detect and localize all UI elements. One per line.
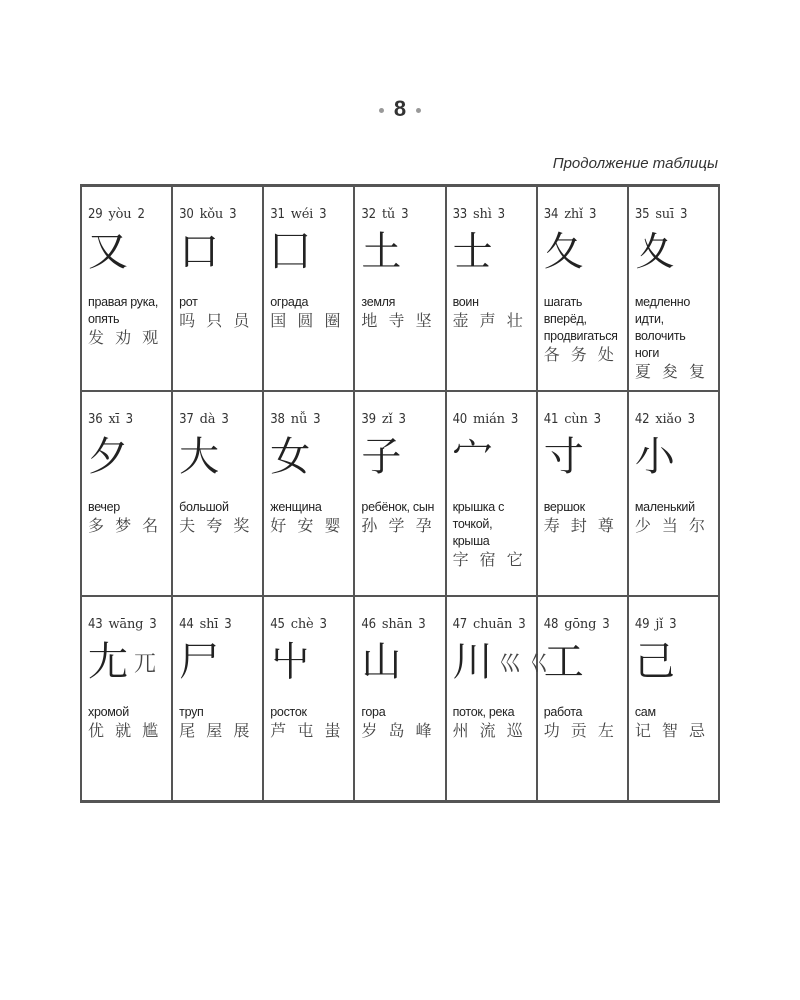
- radical-header: [635, 207, 712, 222]
- radical-header: [88, 617, 165, 632]
- radical-cell-content: [447, 597, 550, 741]
- radical-glyph: [361, 228, 438, 276]
- radical-stroke-count: 3: [602, 617, 610, 632]
- radical-character: 工: [543, 639, 584, 685]
- radical-examples: 字 宿 它: [452, 550, 526, 569]
- radical-cell: [263, 391, 354, 596]
- radical-cell: [537, 596, 628, 802]
- radical-meaning: правая рука, опять: [88, 295, 158, 326]
- radical-header: [361, 412, 438, 427]
- radical-character: 宀: [452, 434, 493, 480]
- radical-glyph: [544, 638, 621, 686]
- radical-pinyin: shān: [381, 617, 413, 632]
- radical-meaning: ограда: [270, 295, 309, 309]
- radical-glyph: [635, 228, 712, 276]
- radical-character: 夕: [88, 434, 128, 480]
- radical-pinyin: jǐ: [655, 617, 664, 632]
- radical-cell-content: [82, 187, 171, 348]
- radical-stroke-count: 3: [125, 412, 133, 427]
- radical-pinyin: shì: [473, 207, 492, 222]
- radical-character: 子: [361, 434, 402, 480]
- radical-pinyin: wéi: [290, 207, 314, 222]
- radical-character: 山: [361, 639, 402, 685]
- radical-examples: 尾 屋 展: [179, 721, 253, 740]
- table-row: [81, 391, 719, 596]
- radical-cell-content: [355, 597, 444, 741]
- radical-meaning: женщина: [270, 500, 322, 514]
- radical-glyph: [635, 433, 712, 481]
- radical-character: 大: [179, 434, 220, 480]
- radical-cell-content: [82, 392, 171, 536]
- radical-glyph: [544, 433, 621, 481]
- radical-stroke-count: 3: [221, 412, 229, 427]
- radical-character: 土: [361, 229, 402, 275]
- radical-meaning: поток, река: [452, 705, 515, 719]
- radical-examples: 记 智 忌: [634, 721, 709, 740]
- radical-number: 34: [543, 207, 559, 222]
- radical-stroke-count: 3: [224, 617, 232, 632]
- radical-pinyin: yòu: [108, 207, 132, 222]
- radical-stroke-count: 3: [518, 617, 526, 632]
- radical-cell-content: [355, 187, 444, 331]
- radical-meaning: земля: [361, 295, 396, 309]
- radical-glyph: [453, 228, 530, 276]
- radical-examples: 功 贡 左: [543, 721, 617, 740]
- radical-glyph: [452, 638, 550, 686]
- radical-pinyin: xī: [108, 412, 120, 427]
- radical-pinyin: zhǐ: [564, 207, 583, 222]
- radical-glyph: [544, 228, 621, 276]
- radical-character: 川: [452, 639, 493, 685]
- radical-number: 32: [361, 207, 376, 222]
- radical-cell: [446, 391, 537, 596]
- radical-meaning: рот: [179, 295, 198, 309]
- radical-stroke-count: 3: [229, 207, 237, 222]
- radical-cell-content: [264, 597, 353, 741]
- left-dot: [379, 108, 384, 113]
- radical-meaning: росток: [270, 705, 307, 719]
- radical-examples: 发 劝 观: [88, 328, 162, 347]
- radical-number: 43: [88, 617, 103, 632]
- radical-header: [635, 617, 712, 632]
- radical-meaning: гора: [361, 705, 386, 719]
- radical-character: 女: [270, 434, 311, 480]
- page-number: [0, 96, 800, 122]
- radical-number: 49: [634, 617, 650, 632]
- radical-glyph: [270, 228, 347, 276]
- radical-variant: 巛 巜: [498, 652, 550, 677]
- radical-cell-content: [355, 392, 444, 536]
- radical-number: 41: [543, 412, 559, 427]
- radical-meaning: большой: [179, 500, 229, 514]
- radical-meaning: вечер: [88, 500, 120, 514]
- radical-number: 42: [634, 412, 650, 427]
- radical-header: [635, 412, 712, 427]
- radical-stroke-count: 3: [319, 207, 327, 222]
- radical-header: [179, 412, 256, 427]
- radical-cell: [537, 391, 628, 596]
- radical-cell: [354, 186, 445, 392]
- radical-header: [453, 617, 530, 632]
- radical-glyph: [88, 638, 165, 686]
- page-number-text: 8: [393, 96, 407, 121]
- radical-stroke-count: 3: [398, 412, 406, 427]
- radical-stroke-count: 3: [679, 207, 688, 222]
- radical-header: [88, 412, 165, 427]
- radical-stroke-count: 3: [149, 617, 157, 632]
- radicals-table: [80, 184, 720, 803]
- radical-meaning: сам: [634, 705, 656, 719]
- radical-number: 44: [179, 617, 194, 632]
- radical-header: [179, 617, 256, 632]
- radical-number: 46: [361, 617, 376, 632]
- radical-pinyin: mián: [473, 412, 505, 427]
- radical-glyph: [179, 433, 256, 481]
- radical-header: [453, 207, 530, 222]
- radical-examples: 孙 学 孕: [361, 516, 435, 535]
- radical-cell: [537, 186, 628, 392]
- radical-examples: 各 务 处: [543, 345, 617, 364]
- radical-examples: 国 圆 圈: [270, 311, 344, 330]
- radical-cell-content: [538, 392, 627, 536]
- radical-character: 尢: [88, 639, 128, 685]
- radical-glyph: [635, 638, 712, 686]
- radical-cell: [446, 186, 537, 392]
- radical-examples: 夫 夸 奖: [179, 516, 253, 535]
- radical-character: 口: [179, 229, 220, 275]
- radical-meaning: работа: [543, 705, 583, 719]
- radical-pinyin: gōng: [564, 617, 597, 632]
- radical-examples: 少 当 尔: [634, 516, 709, 535]
- radical-stroke-count: 3: [687, 412, 695, 427]
- radical-cell-content: [173, 187, 262, 331]
- radical-cell-content: [82, 597, 171, 741]
- radical-cell-content: [447, 392, 536, 570]
- radical-glyph: [453, 433, 530, 481]
- radical-pinyin: cùn: [564, 412, 588, 427]
- radical-number: 31: [270, 207, 285, 222]
- radical-cell-content: [629, 597, 718, 741]
- radical-glyph: [270, 638, 347, 686]
- radical-cell: [81, 186, 172, 392]
- radical-cell-content: [629, 392, 718, 536]
- radical-pinyin: chè: [290, 617, 314, 632]
- radical-cell-content: [173, 392, 262, 536]
- radical-meaning: хромой: [88, 705, 129, 719]
- radical-meaning: шагать вперёд, продвигаться: [543, 295, 618, 343]
- radical-stroke-count: 3: [669, 617, 677, 632]
- radicals-table-body: [81, 186, 719, 802]
- radical-header: [544, 617, 621, 632]
- radical-cell-content: [538, 597, 627, 741]
- radical-glyph: [179, 228, 256, 276]
- radical-stroke-count: 3: [418, 617, 426, 632]
- radical-meaning: труп: [179, 705, 204, 719]
- radical-cell: [446, 596, 550, 802]
- radical-cell: [172, 186, 263, 392]
- radical-cell-content: [173, 597, 262, 741]
- radical-cell-content: [629, 187, 718, 382]
- radical-pinyin: xiǎo: [655, 412, 682, 427]
- radical-cell-content: [264, 392, 353, 536]
- radical-character: 屮: [270, 639, 311, 685]
- radical-cell-content: [264, 187, 353, 331]
- radical-cell: [172, 391, 263, 596]
- radical-cell: [81, 596, 172, 802]
- radical-pinyin: tǔ: [381, 207, 396, 222]
- radical-pinyin: nǚ: [290, 412, 308, 427]
- radical-number: 40: [452, 412, 468, 427]
- radical-examples: 芦 屯 蚩: [270, 721, 344, 740]
- radical-cell: [628, 596, 719, 802]
- radical-glyph: [88, 433, 165, 481]
- table-row: [81, 186, 719, 392]
- radical-cell: [354, 596, 445, 802]
- table-row: [81, 596, 719, 802]
- radical-header: [453, 412, 530, 427]
- radical-character: 小: [634, 434, 675, 480]
- radical-stroke-count: 3: [510, 412, 519, 427]
- radical-examples: 州 流 巡: [452, 721, 526, 740]
- radical-header: [361, 617, 438, 632]
- radical-cell: [263, 186, 354, 392]
- radical-meaning: маленький: [634, 500, 695, 514]
- radical-header: [179, 207, 256, 222]
- radical-number: 36: [88, 412, 103, 427]
- radical-character: 士: [452, 229, 493, 275]
- radical-stroke-count: 3: [497, 207, 505, 222]
- radical-number: 38: [270, 412, 285, 427]
- radical-glyph: [361, 638, 438, 686]
- radical-number: 45: [270, 617, 285, 632]
- radical-stroke-count: 3: [401, 207, 409, 222]
- radical-number: 48: [543, 617, 559, 632]
- radical-header: [544, 412, 621, 427]
- radical-cell: [172, 596, 263, 802]
- radical-examples: 吗 只 员: [179, 311, 253, 330]
- radical-number: 29: [88, 207, 103, 222]
- radical-glyph: [270, 433, 347, 481]
- radical-pinyin: chuān: [473, 617, 513, 632]
- radical-character: 寸: [543, 434, 584, 480]
- radical-character: 夊: [634, 229, 675, 275]
- radical-examples: 壶 声 壮: [452, 311, 526, 330]
- radical-cell: [81, 391, 172, 596]
- radical-number: 35: [634, 207, 650, 222]
- radical-stroke-count: 3: [319, 617, 327, 632]
- radical-header: [88, 207, 165, 222]
- radical-meaning: вершок: [543, 500, 585, 514]
- radical-pinyin: shī: [199, 617, 219, 632]
- radical-character: 己: [634, 639, 675, 685]
- radical-number: 30: [179, 207, 194, 222]
- radical-stroke-count: 3: [313, 412, 321, 427]
- radical-stroke-count: 3: [593, 412, 601, 427]
- radical-number: 37: [179, 412, 194, 427]
- radical-cell-content: [447, 187, 536, 331]
- radical-glyph: [88, 228, 165, 276]
- radical-pinyin: dà: [199, 412, 216, 427]
- radical-meaning: ребёнок, сын: [361, 500, 435, 514]
- radical-cell: [263, 596, 354, 802]
- radical-examples: 寿 封 尊: [543, 516, 617, 535]
- radical-examples: 多 梦 名: [88, 516, 162, 535]
- radical-number: 39: [361, 412, 376, 427]
- radical-character: 夂: [543, 229, 584, 275]
- radical-stroke-count: 3: [588, 207, 597, 222]
- radical-character: 囗: [270, 229, 311, 275]
- radical-character: 又: [88, 229, 128, 275]
- radical-examples: 地 寺 坚: [361, 311, 435, 330]
- table-caption: Продолжение таблицы: [552, 155, 718, 172]
- radical-cell: [354, 391, 445, 596]
- radical-examples: 优 就 尴: [88, 721, 162, 740]
- radical-cell: [628, 186, 719, 392]
- radical-glyph: [361, 433, 438, 481]
- radical-header: [544, 207, 621, 222]
- radical-header: [270, 412, 347, 427]
- radical-number: 33: [452, 207, 468, 222]
- radical-pinyin: zǐ: [381, 412, 393, 427]
- radical-stroke-count: 2: [137, 207, 145, 222]
- radical-pinyin: kǒu: [199, 207, 224, 222]
- radical-pinyin: suī: [655, 207, 674, 222]
- radical-number: 47: [452, 617, 468, 632]
- radical-examples: 岁 岛 峰: [361, 721, 435, 740]
- radical-meaning: крышка с точкой, крыша: [452, 500, 505, 548]
- radical-cell: [628, 391, 719, 596]
- radical-character: 尸: [179, 639, 220, 685]
- radical-header: [270, 207, 347, 222]
- radical-glyph: [179, 638, 256, 686]
- radical-header: [270, 617, 347, 632]
- radical-cell-content: [538, 187, 627, 365]
- radical-meaning: воин: [452, 295, 479, 309]
- radical-examples: 好 安 婴: [270, 516, 344, 535]
- radical-header: [361, 207, 438, 222]
- radical-pinyin: wāng: [108, 617, 144, 632]
- right-dot: [416, 108, 421, 113]
- radical-variant: 兀: [134, 652, 157, 677]
- radical-meaning: медленно идти, волочить ноги: [634, 295, 691, 360]
- radical-examples: 夏 夋 复: [634, 362, 709, 381]
